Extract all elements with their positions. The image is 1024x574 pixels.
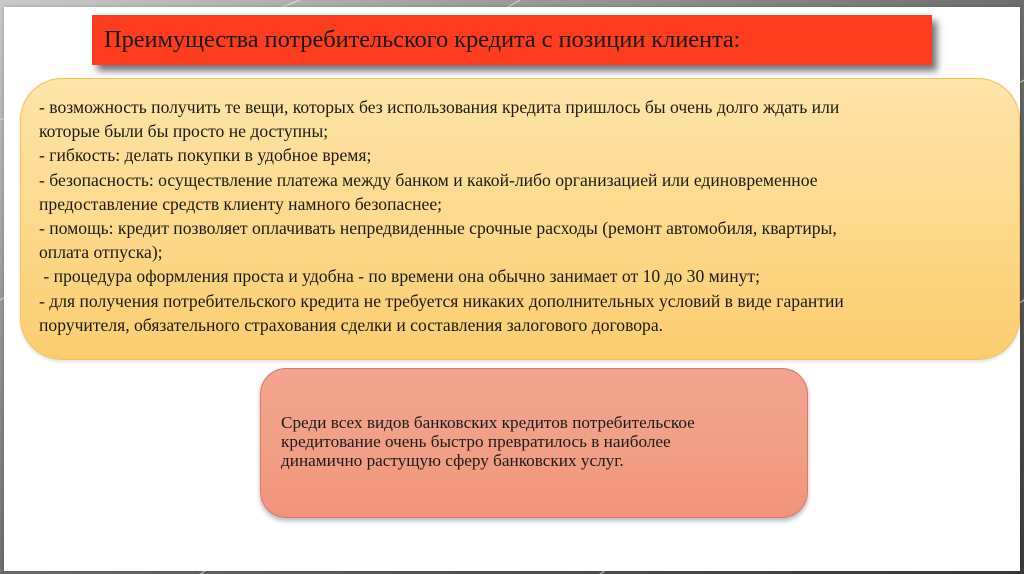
advantage-line: предоставление средств клиенту намного безопаснее; <box>39 193 443 214</box>
summary-line: динамично растущую сферу банковских услуг. <box>281 450 624 470</box>
advantage-line: - возможность получить те вещи, которых без использования кредита пришлось бы очень долго ждать или <box>39 97 840 117</box>
advantage-line: - для получения потребительского кредита не требуется никаких дополнительных условий в виде гарантии <box>39 290 844 311</box>
advantage-line: которые были бы просто не доступны; <box>39 121 329 142</box>
advantage-line: поручителя, обязательного страхования сделки и составления залогового договора. <box>39 314 664 335</box>
advantage-line: - помощь: кредит позволяет оплачивать непредвиденные срочные расходы (ремонт автомобиля, квартиры, <box>39 218 837 239</box>
summary-box <box>260 368 808 518</box>
advantage-line: - безопасность: осуществление платежа между банком и какой-либо организацией или единовременное <box>39 169 818 190</box>
advantage-line: - процедура оформления проста и удобна - по времени она обычно занимает от 10 до 30 минут; <box>39 266 760 287</box>
advantage-line: - гибкость: делать покупки в удобное время; <box>39 145 372 166</box>
advantage-line: оплата отпуска); <box>39 242 163 263</box>
slide-title: Преимущества потребительского кредита с позиции клиента: <box>104 26 741 53</box>
advantages-box <box>20 78 1020 360</box>
title-banner <box>92 15 932 65</box>
summary-line: кредитование очень быстро превратилось в наиболее <box>281 431 671 451</box>
summary-line: Среди всех видов банковских кредитов потребительское <box>281 413 695 432</box>
